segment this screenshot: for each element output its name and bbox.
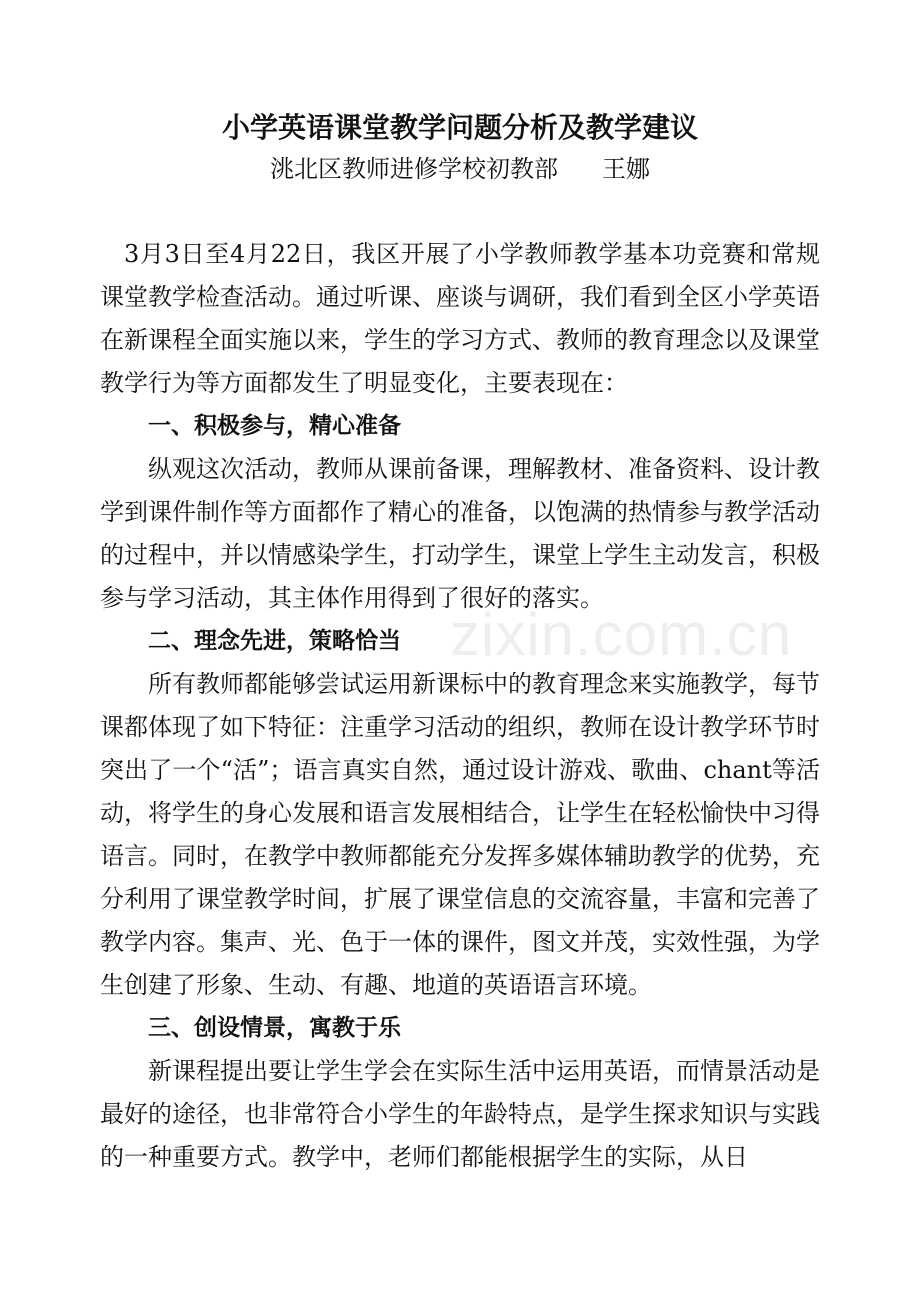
- document-body: [100, 233, 820, 1179]
- byline: [100, 152, 820, 186]
- author-name: 王娜: [602, 155, 650, 183]
- section-heading-3: 三、创设情景，寓教于乐: [148, 1015, 401, 1041]
- document-page: [100, 0, 820, 1300]
- intro-paragraph: 3月3日至4月22日，我区开展了小学教师教学基本功竞赛和常规课堂教学检查活动。通过听课、座谈与调研，我们看到全区小学英语在新课程全面实施以来，学生的学习方式、教师的教育理念以及课堂教学行为等方面都发生了明显变化，主要表现在：: [100, 240, 820, 397]
- site-watermark: zixin.com.cn: [450, 601, 793, 668]
- section-paragraph-2: 所有教师都能够尝试运用新课标中的教育理念来实施教学，每节课都体现了如下特征：注重学习活动的组织，教师在设计教学环节时突出了一个“活”；语言真实自然，通过设计游戏、歌曲、chant等活动，将学生的身心发展和语言发展相结合，让学生在轻松愉快中习得语言。同时，在教学中教师都能充分发挥多媒体辅助教学的优势，充分利用了课堂教学时间，扩展了课堂信息的交流容量，丰富和完善了教学内容。集声、光、色于一体的课件，图文并茂，实效性强，为学生创建了形象、生动、有趣、地道的英语语言环境。: [100, 670, 820, 999]
- section-heading-1: 一、积极参与，精心准备: [148, 413, 401, 439]
- section-paragraph-1: 纵观这次活动，教师从课前备课，理解教材、准备资料、设计教学到课件制作等方面都作了精心的准备，以饱满的热情参与教学活动的过程中，并以情感染学生，打动学生，课堂上学生主动发言，积极参与学习活动，其主体作用得到了很好的落实。: [100, 455, 820, 612]
- section-paragraph-3: 新课程提出要让学生学会在实际生活中运用英语，而情景活动是最好的途径，也非常符合小学生的年龄特点，是学生探求知识与实践的一种重要方式。教学中，老师们都能根据学生的实际，从日: [100, 1057, 820, 1171]
- author-organization: 洮北区教师进修学校初教部: [270, 155, 558, 183]
- section-heading-2: 二、理念先进，策略恰当: [148, 628, 401, 654]
- document-title: 小学英语课堂教学问题分析及教学建议: [221, 111, 698, 144]
